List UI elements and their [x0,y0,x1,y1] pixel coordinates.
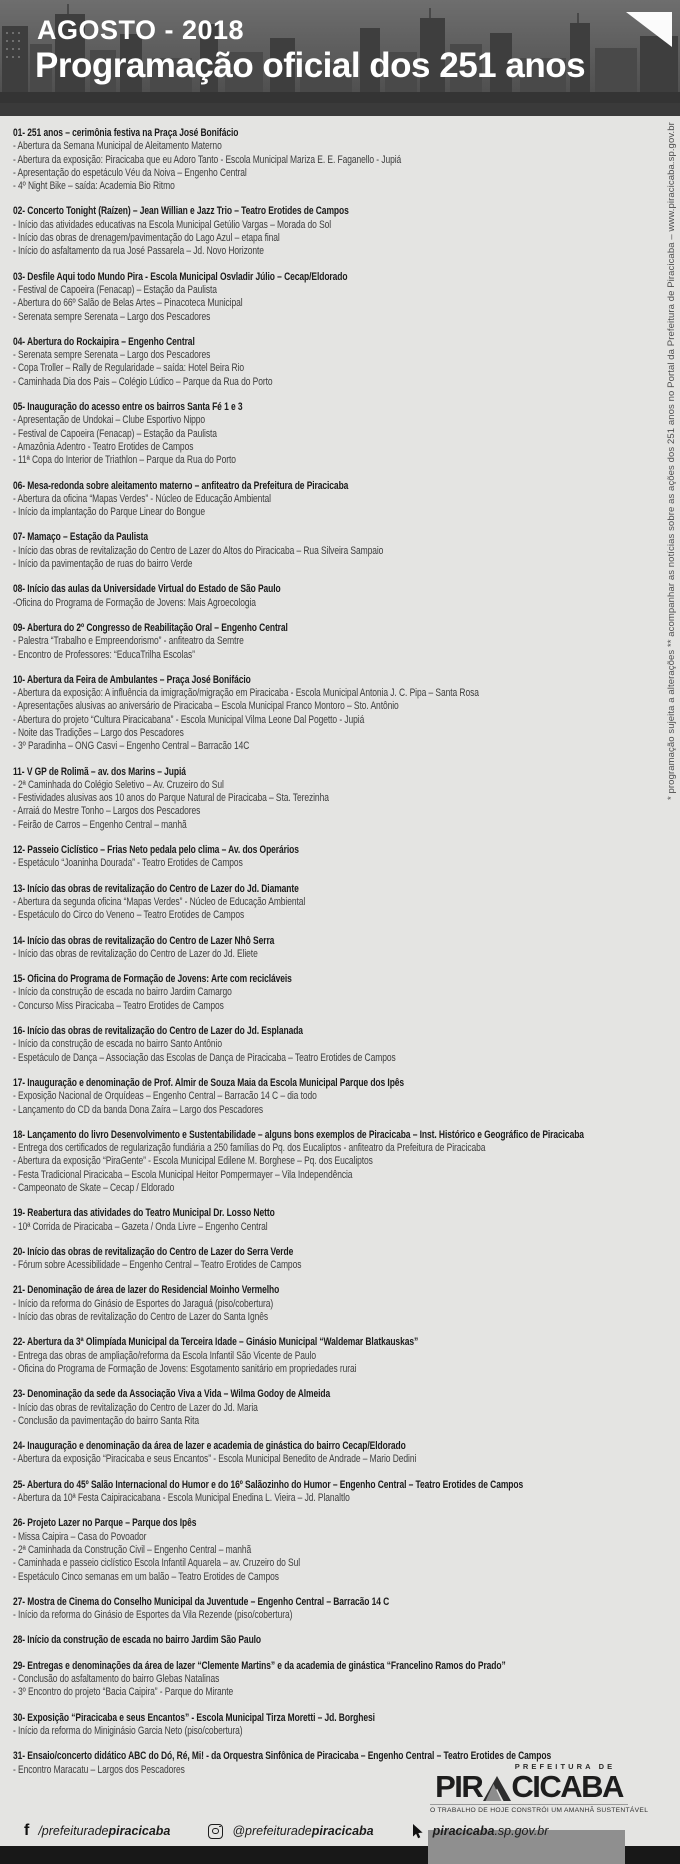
event-item: - Festa Tradicional Piracicaba – Escola Municipal Heitor Pompermayer – Vila Independência [13,1168,353,1181]
event-title: 03- Desfile Aqui todo Mundo Pira - Escola Municipal Osvladir Júlio – Cecap/Eldorado [13,270,348,283]
event-title: 09- Abertura do 2º Congresso de Reabilitação Oral – Engenho Central [13,621,288,634]
event-title: 20- Início das obras de revitalização do Centro de Lazer do Serra Verde [13,1245,294,1258]
event-item: - Festividades alusivas aos 10 anos do Parque Natural de Piracicaba – Sta. Terezinha [13,792,329,805]
event-title: 17- Inauguração e denominação de Prof. Almir de Souza Maia da Escola Municipal Parque dos Ipês [13,1076,405,1089]
event-item: - 2ª Caminhada do Colégio Seletivo – Av. Cruzeiro do Sul [13,778,224,791]
event-item: - Abertura da oficina “Mapas Verdes” - Núcleo de Educação Ambiental [13,492,271,505]
logo-name-left: PIR [435,1769,483,1804]
event-title: 15- Oficina do Programa de Formação de Jovens: Arte com recicláveis [13,973,292,986]
event-item: - 3º Encontro do projeto “Bacia Caipira” - Parque do Mirante [13,1686,234,1699]
event-item: - Entrega das obras de ampliação/reforma da Escola Infantil São Vicente de Paulo [13,1349,316,1362]
event-item: - Copa Troller – Rally de Regularidade – saída: Hotel Beira Rio [13,362,244,375]
event-block [13,336,626,389]
event-item: - Abertura da exposição: A influência da imigração/migração em Piracicaba - Escola Municipal Antonia J. C. Pipa – Santa Rosa [13,687,479,700]
event-item: - Abertura da segunda oficina “Mapas Verdes” - Núcleo de Educação Ambiental [13,895,306,908]
event-item: - Início da construção de escada no bairro Santo Antônio [13,1038,222,1051]
event-block [13,935,626,962]
event-block [13,674,626,754]
event-item: - 10ª Corrida de Piracicaba – Gazeta / Onda Livre – Engenho Central [13,1220,268,1233]
event-title: 14- Início das obras de revitalização do Centro de Lazer Nhô Serra [13,934,275,947]
event-item: - Caminhada Dia dos Pais – Colégio Lúdico – Parque da Rua do Porto [13,375,273,388]
event-title: 28- Início da construção de escada no bairro Jardim São Paulo [13,1634,262,1647]
event-block [13,531,626,571]
event-item: - Conclusão do asfaltamento do bairro Glebas Natalinas [13,1673,220,1686]
logo-name [430,1769,628,1804]
header-divider [0,103,680,116]
event-item: - Encontro Maracatu – Largos dos Pescadores [13,1763,185,1776]
website-link[interactable] [412,1824,549,1839]
event-title: 04- Abertura do Rockaipira – Engenho Central [13,335,195,348]
event-item: - Espetáculo de Dança – Associação das Escolas de Dança de Piracicaba – Teatro Erotides de Campos [13,1051,396,1064]
event-title: 11- V GP de Rolimã – av. dos Marins – Jupiá [13,765,186,778]
event-title: 07- Mamaço – Estação da Paulista [13,531,148,544]
event-block [13,1207,626,1234]
event-item: - Apresentações alusivas ao aniversário de Piracicaba – Escola Municipal Franco Montoro – Sto. Antônio [13,700,399,713]
event-title: 23- Denominação da sede da Associação Viva a Vida – Wilma Godoy de Almeida [13,1388,331,1401]
event-item: - Início da implantação do Parque Linear do Bongue [13,506,206,519]
event-block [13,1660,626,1700]
event-block [13,844,626,871]
event-item: - Concurso Miss Piracicaba – Teatro Erotides de Campos [13,999,224,1012]
event-item: - Início da reforma do Ginásio de Esportes da Vila Rezende (piso/cobertura) [13,1609,293,1622]
event-item: - 2ª Caminhada da Construção Civil – Engenho Central – manhã [13,1543,252,1556]
event-item: - Noite das Tradições – Largo dos Pescadores [13,726,184,739]
event-item: - Palestra “Trabalho e Empreendorismo” - anfiteatro da Semtre [13,635,244,648]
event-item: - Início das obras de revitalização do Centro de Lazer do Jd. Maria [13,1401,258,1414]
event-title: 16- Início das obras de revitalização do Centro de Lazer do Jd. Esplanada [13,1025,303,1038]
event-block [13,1284,626,1324]
event-block [13,766,626,832]
event-title: 10- Abertura da Feira de Ambulantes – Praça José Bonifácio [13,673,251,686]
logo-top-text: PREFEITURA DE [514,1762,616,1771]
event-item: - Feirão de Carros – Engenho Central – manhã [13,818,187,831]
event-block [13,1440,626,1467]
event-block [13,271,626,324]
event-block [13,1479,626,1506]
corner-triangle-decoration [626,12,672,47]
instagram-handle: @prefeituradepiracicaba [232,1824,374,1838]
event-block [13,1712,626,1739]
event-title: 31- Ensaio/concerto didático ABC do Dó, Ré, Mi! - da Orquestra Sinfônica de Piracicaba – Engenho Central – Teatro Erotides de Campos [13,1750,552,1763]
instagram-icon [208,1824,223,1839]
event-item: - Espetáculo “Joaninha Dourada” - Teatro Erotides de Campos [13,857,243,870]
event-item: - Amazônia Adentro - Teatro Erotides de Campos [13,440,194,453]
event-item: - 11ª Copa do Interior de Triathlon – Parque da Rua do Porto [13,454,236,467]
event-item: -Oficina do Programa de Formação de Jovens: Mais Agroecologia [13,596,256,609]
event-item: - Início da reforma do Miniginásio Garcia Neto (piso/cobertura) [13,1724,243,1737]
logo-tagline: O TRABALHO DE HOJE CONSTRÓI UM AMANHÃ SUSTENTÁVEL [430,1807,649,1815]
event-item: - Missa Caipira – Casa do Povoador [13,1530,147,1543]
event-title: 18- Lançamento do livro Desenvolvimento e Sustentabilidade – alguns bons exemplos de Piracicaba – Inst. Histórico e Geográfico de Piracicaba [13,1128,584,1141]
facebook-link[interactable] [24,1823,170,1839]
event-block [13,1077,626,1117]
event-title: 12- Passeio Ciclístico – Frias Neto pedala pelo clima – Av. dos Operários [13,844,299,857]
event-block [13,1129,626,1195]
website-url: piracicaba.sp.gov.br [432,1824,549,1838]
event-title: 02- Concerto Tonight (Raízen) – Jean Willian e Jazz Trio – Teatro Erotides de Campos [13,205,349,218]
event-item: - Abertura da exposição: Piracicaba que eu Adoro Tanto - Escola Municipal Mariza E. E. Faganello - Jupiá [13,153,402,166]
event-item: - Início das obras de revitalização do Centro de Lazer do Santa Ignês [13,1311,269,1324]
event-title: 08- Início das aulas da Universidade Virtual do Estado de São Paulo [13,583,281,596]
event-item: - Abertura do projeto “Cultura Piracicabana” - Escola Municipal Vilma Leone Dal Pogetto - Jupiá [13,713,365,726]
event-title: 19- Reabertura das atividades do Teatro Municipal Dr. Losso Netto [13,1207,275,1220]
event-item: - Entrega dos certificados de regularização fundiária a 250 famílias do Pq. dos Eucaliptos - anfiteatro da Prefeitura de Piracicaba [13,1142,486,1155]
facebook-handle: /prefeituradepiracicaba [38,1824,171,1838]
event-item: - Lançamento do CD da banda Dona Zaíra – Largo dos Pescadores [13,1103,263,1116]
event-item: - 4º Night Bike – saída: Academia Bio Ritmo [13,180,175,193]
event-item: - Conclusão da pavimentação do bairro Santa Rita [13,1414,200,1427]
event-block [13,1634,626,1647]
event-block [13,480,626,520]
event-title: 22- Abertura da 3ª Olimpíada Municipal da Terceira Idade – Ginásio Municipal “Waldemar Blatkauskas” [13,1336,419,1349]
event-item: - Início das obras de drenagem/pavimentação do Lago Azul – etapa final [13,232,280,245]
event-item: - Apresentação de Undokai – Clube Esportivo Nippo [13,414,206,427]
event-title: 29- Entregas e denominações da área de lazer “Clemente Martins” e da academia de ginástica “Francelino Ramos do Prado” [13,1659,506,1672]
event-item: - Encontro de Professores: “EducaTrilha Escolas” [13,648,195,661]
event-block [13,1025,626,1065]
event-block [13,127,626,193]
prefeitura-logo [430,1762,649,1815]
event-block [13,401,626,467]
event-item: - Início das atividades educativas na Escola Municipal Getúlio Vargas – Morada do Sol [13,218,332,231]
event-item: - Festival de Capoeira (Fenacap) – Estação da Paulista [13,427,217,440]
mountain-chevron-icon [483,1776,511,1801]
cursor-icon [412,1824,424,1839]
event-item: - Arraiá do Mestre Tonho – Largos dos Pescadores [13,805,201,818]
event-item: - Fórum sobre Acessibilidade – Engenho Central – Teatro Erotides de Campos [13,1259,302,1272]
event-block [13,883,626,923]
event-item: - Início da reforma do Ginásio de Esportes do Jaraguá (piso/cobertura) [13,1297,274,1310]
event-item: - Abertura da exposição “PiraGente” - Escola Municipal Edilene M. Borghese – Pq. dos Eucaliptos [13,1155,373,1168]
event-title: 30- Exposição “Piracicaba e seus Encantos” - Escola Municipal Tirza Moretti – Jd. Borghesi [13,1711,375,1724]
event-block [13,205,626,258]
event-block [13,1596,626,1623]
event-block [13,973,626,1013]
event-item: - Abertura da exposição “Piracicaba e seus Encantos” - Escola Municipal Benedito de Andrade – Mario Dedini [13,1453,417,1466]
event-block [13,1246,626,1273]
event-title: 13- Início das obras de revitalização do Centro de Lazer do Jd. Diamante [13,882,299,895]
instagram-link[interactable] [208,1824,373,1839]
page-title: Programação oficial dos 251 anos [35,46,586,85]
event-item: - Início das obras de revitalização do Centro de Lazer do Jd. Eliete [13,947,258,960]
event-item: - Espetáculo do Circo do Veneno – Teatro Erotides de Campos [13,909,245,922]
month-label: AGOSTO - 2018 [37,15,245,45]
event-item: - 3º Paradinha – ONG Casvi – Engenho Central – Barracão 14C [13,740,250,753]
event-item: - Início da construção de escada no bairro Jardim Camargo [13,986,232,999]
event-item: - Espetáculo Cinco semanas em um balão – Teatro Erotides de Campos [13,1570,279,1583]
event-item: - Caminhada e passeio ciclístico Escola Infantil Aquarela – av. Cruzeiro do Sul [13,1557,301,1570]
event-item: - Início do asfaltamento da rua José Passarela – Jd. Novo Horizonte [13,245,264,258]
facebook-icon: f [24,1822,30,1839]
event-block [13,622,626,662]
event-block [13,1517,626,1583]
event-block [13,1388,626,1428]
social-row [24,1820,586,1842]
event-item: - Campeonato de Skate – Cecap / Eldorado [13,1182,175,1194]
event-item: - Início da pavimentação de ruas do bairro Verde [13,558,193,571]
side-note-vertical: * programação sujeita a alterações ** acompanhar as notícias sobre as ações dos 251 anos no Portal da Prefeitura de Piracicaba – www.piracicaba.sp.gov.br [666,122,677,800]
event-item: - Serenata sempre Serenata – Largo dos Pescadores [13,310,211,323]
event-title: 26- Projeto Lazer no Parque – Parque dos Ipês [13,1517,197,1530]
event-item: - Festival de Capoeira (Fenacap) – Estação da Paulista [13,283,217,296]
event-item: - Exposição Nacional de Orquídeas – Engenho Central – Barracão 14 C – dia todo [13,1090,317,1103]
event-item: - Abertura do 66º Salão de Belas Artes – Pinacoteca Municipal [13,297,243,310]
event-item: - Abertura da Semana Municipal de Aleitamento Materno [13,140,222,153]
logo-name-right: CICABA [511,1769,623,1804]
event-item: - Oficina do Programa de Formação de Jovens: Esgotamento sanitário em propriedades rurai [13,1362,357,1375]
header-banner [0,0,680,103]
event-title: 21- Denominação de área de lazer do Residencial Moinho Vermelho [13,1284,280,1297]
logo-divider [430,1804,628,1805]
event-title: 25- Abertura do 45º Salão Internacional do Humor e do 16º Salãozinho do Humor – Engenho Central – Teatro Erotides de Campos [13,1478,524,1491]
event-title: 05- Inauguração do acesso entre os bairros Santa Fé 1 e 3 [13,401,243,414]
event-item: - Abertura da 10ª Festa Caipiracicabana - Escola Municipal Enedina L. Vieira – Jd. Planaltlo [13,1492,350,1505]
event-title: 27- Mostra de Cinema do Conselho Municipal da Juventude – Engenho Central – Barracão 14 C [13,1595,390,1608]
events-list [13,127,626,1789]
event-title: 01- 251 anos – cerimônia festiva na Praça José Bonifácio [13,127,239,139]
event-block [13,583,626,610]
event-item: - Serenata sempre Serenata – Largo dos Pescadores [13,349,211,362]
event-block [13,1336,626,1376]
event-item: - Apresentação do espetáculo Véu da Noiva – Engenho Central [13,166,247,179]
event-title: 06- Mesa-redonda sobre aleitamento materno – anfiteatro da Prefeitura de Piracicaba [13,479,349,492]
event-item: - Início das obras de revitalização do Centro de Lazer do Altos do Piracicaba – Rua Silveira Sampaio [13,544,384,557]
event-title: 24- Inauguração e denominação da área de lazer e academia de ginástica do bairro Cecap/Eldorado [13,1440,406,1453]
